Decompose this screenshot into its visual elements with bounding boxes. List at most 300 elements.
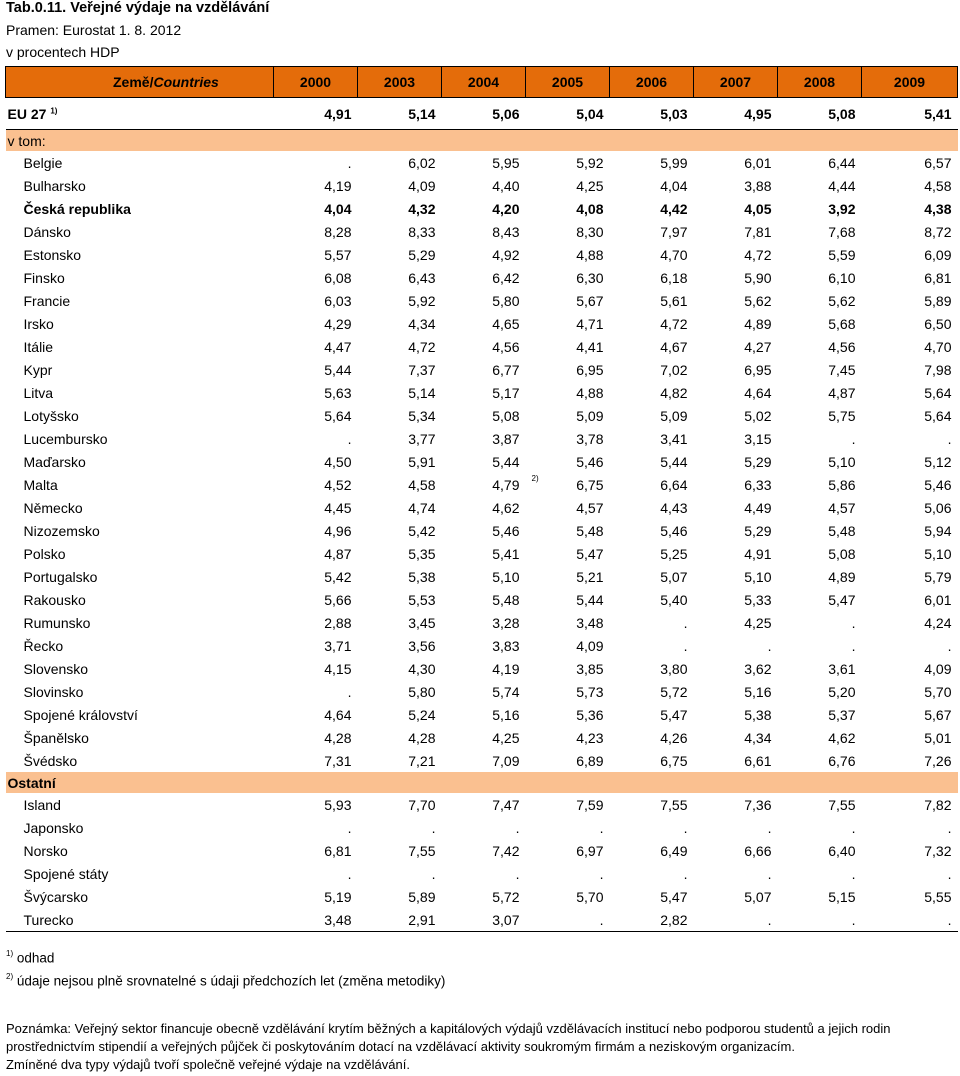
value-cell: 4,15: [324, 660, 352, 677]
value-cell: 7,97: [660, 223, 688, 240]
value-cell: .: [767, 865, 772, 882]
footnote-mark: 1): [6, 949, 14, 958]
country-name: [6, 703, 274, 726]
country-name: [6, 816, 274, 839]
expenditure-table: [5, 66, 958, 932]
value-cell: 7,68: [828, 223, 856, 240]
value-cell: 5,80: [492, 292, 520, 309]
value-cell: 5,62: [744, 292, 772, 309]
value-cell: 5,47: [660, 706, 688, 723]
value-cell: 5,57: [324, 246, 352, 263]
value-cell: 6,02: [408, 154, 436, 171]
table-row: [6, 839, 958, 862]
value-cell: 4,25: [744, 614, 772, 631]
value-cell: 5,33: [744, 591, 772, 608]
value-cell: 4,64: [324, 706, 352, 723]
value-cell: .: [947, 637, 952, 654]
value-cell: .: [347, 865, 352, 882]
value-cell: 4,62: [492, 499, 520, 516]
value-cell: .: [683, 637, 688, 654]
table-row: [6, 657, 958, 680]
value-cell: 4,40: [492, 177, 520, 194]
country-name: [6, 611, 274, 634]
value-cell: 6,66: [744, 842, 772, 859]
value-cell: 5,07: [744, 888, 772, 905]
value-cell: .: [947, 430, 952, 447]
value-cell: 7,55: [408, 842, 436, 859]
country-name: [6, 404, 274, 427]
value-cell: 5,47: [660, 888, 688, 905]
value-cell: 3,85: [576, 660, 604, 677]
table-row: [6, 174, 958, 197]
value-cell: 5,67: [576, 292, 604, 309]
value-cell: 6,09: [924, 246, 952, 263]
value-cell: 3,88: [744, 177, 772, 194]
year-header: 2008: [778, 67, 862, 98]
value-cell: 6,33: [744, 476, 772, 493]
country-name: [6, 542, 274, 565]
value-cell: 6,03: [324, 292, 352, 309]
countries-header-en: Countries: [153, 74, 219, 90]
table-row: [6, 611, 958, 634]
value-cell: 5,29: [408, 246, 436, 263]
section-label: v tom:: [6, 130, 958, 152]
country-label: Slovinsko: [23, 683, 84, 700]
table-row: [6, 749, 958, 772]
table-row: [6, 634, 958, 657]
value-cell: 7,81: [744, 223, 772, 240]
value-cell: 5,04: [526, 98, 610, 130]
value-cell: 4,09: [924, 660, 952, 677]
value-cell: 5,48: [492, 591, 520, 608]
value-cell: 6,81: [324, 842, 352, 859]
value-cell: 7,82: [924, 796, 952, 813]
country-label: Slovensko: [23, 660, 89, 677]
year-header: 2000: [274, 67, 358, 98]
value-cell: 5,14: [408, 384, 436, 401]
value-cell: 4,70: [660, 246, 688, 263]
value-cell: 5,46: [660, 522, 688, 539]
value-cell: 6,30: [576, 269, 604, 286]
value-cell: 4,32: [408, 200, 436, 217]
value-cell: 5,44: [324, 361, 352, 378]
value-cell: 4,58: [924, 177, 952, 194]
value-cell: 6,01: [924, 591, 952, 608]
value-cell: 5,10: [744, 568, 772, 585]
country-label: Litva: [23, 384, 54, 401]
value-cell: 5,61: [660, 292, 688, 309]
country-label: Portugalsko: [23, 568, 98, 585]
value-cell: 5,70: [924, 683, 952, 700]
value-cell: 7,45: [828, 361, 856, 378]
table-row: [6, 542, 958, 565]
country-name: [6, 427, 274, 450]
footnote-1: [6, 950, 54, 966]
table-row: [6, 450, 958, 473]
value-cell: 7,55: [828, 796, 856, 813]
country-name: [6, 473, 274, 496]
value-cell: 5,48: [828, 522, 856, 539]
value-cell: 4,89: [744, 315, 772, 332]
value-cell: 5,91: [408, 453, 436, 470]
value-cell: 5,14: [358, 98, 442, 130]
value-cell: 3,07: [442, 908, 526, 932]
value-cell: 5,80: [408, 683, 436, 700]
value-cell: 6,42: [492, 269, 520, 286]
value-cell: 8,33: [408, 223, 436, 240]
value-cell: 5,75: [828, 407, 856, 424]
year-header: 2003: [358, 67, 442, 98]
value-cell: 5,15: [828, 888, 856, 905]
value-cell: 5,17: [492, 384, 520, 401]
footnote-text: údaje nejsou plně srovnatelné s údaji předchozích let (změna metodiky): [16, 973, 446, 989]
value-cell: 4,50: [324, 453, 352, 470]
other-section-row: [6, 772, 958, 793]
value-cell: 6,43: [408, 269, 436, 286]
value-cell: 5,92: [408, 292, 436, 309]
value-cell: 5,46: [576, 453, 604, 470]
table-row: [6, 680, 958, 703]
value-cell: 6,01: [744, 154, 772, 171]
value-cell: .: [767, 637, 772, 654]
table-row: [6, 565, 958, 588]
value-cell: 5,79: [924, 568, 952, 585]
value-cell: 8,43: [492, 223, 520, 240]
value-cell: .: [347, 819, 352, 836]
value-cell: 4,09: [408, 177, 436, 194]
value-cell: 5,53: [408, 591, 436, 608]
value-cell: 5,10: [924, 545, 952, 562]
value-cell: 2,82: [610, 908, 694, 932]
value-cell: 7,02: [660, 361, 688, 378]
value-cell: 5,95: [492, 154, 520, 171]
value-cell: 2,88: [324, 614, 352, 631]
value-cell: 4,91: [744, 545, 772, 562]
value-cell: .: [947, 865, 952, 882]
countries-header-cz: Země/: [113, 74, 154, 90]
value-cell: 6,18: [660, 269, 688, 286]
value-cell: 6,57: [924, 154, 952, 171]
value-cell: 7,59: [576, 796, 604, 813]
value-cell: 5,44: [660, 453, 688, 470]
value-cell: 3,15: [744, 430, 772, 447]
value-cell: 4,25: [492, 729, 520, 746]
value-cell: 5,38: [744, 706, 772, 723]
value-cell: 4,52: [324, 476, 352, 493]
country-label: Řecko: [23, 637, 64, 654]
value-cell: 5,02: [744, 407, 772, 424]
country-name: [6, 381, 274, 404]
value-cell: 5,89: [924, 292, 952, 309]
country-label: Estonsko: [23, 246, 82, 263]
country-name: [6, 243, 274, 266]
table-row: [6, 726, 958, 749]
value-cell: 5,38: [408, 568, 436, 585]
value-cell: 4,42: [660, 200, 688, 217]
value-cell: 6,10: [828, 269, 856, 286]
value-cell: 5,34: [408, 407, 436, 424]
table-row: [6, 381, 958, 404]
country-name: [6, 519, 274, 542]
value-cell: 6,40: [828, 842, 856, 859]
value-cell: 5,89: [408, 888, 436, 905]
country-label: Spojené státy: [23, 865, 109, 882]
value-cell: 4,88: [576, 384, 604, 401]
value-cell: 4,05: [744, 200, 772, 217]
country-label: Finsko: [23, 269, 65, 286]
value-cell: 5,93: [324, 796, 352, 813]
value-cell: 5,29: [744, 522, 772, 539]
country-label: Nizozemsko: [23, 522, 100, 539]
value-cell: 5,09: [660, 407, 688, 424]
country-name: [6, 634, 274, 657]
value-cell: .: [515, 819, 520, 836]
value-cell: 3,62: [744, 660, 772, 677]
table-row: [6, 266, 958, 289]
value-cell: 6,76: [828, 752, 856, 769]
value-cell: 6,81: [924, 269, 952, 286]
value-cell: 5,12: [924, 453, 952, 470]
value-cell: 3,28: [492, 614, 520, 631]
table-title: Tab.0.11. Veřejné výdaje na vzdělávání: [6, 0, 270, 16]
value-cell: 4,56: [828, 338, 856, 355]
value-cell: 4,91: [274, 98, 358, 130]
unit-line: v procentech HDP: [6, 44, 120, 60]
value-cell: 4,72: [408, 338, 436, 355]
value-cell: 4,43: [660, 499, 688, 516]
value-cell: 7,47: [492, 796, 520, 813]
value-cell: 6,77: [492, 361, 520, 378]
value-cell: 3,71: [324, 637, 352, 654]
value-cell: 7,36: [744, 796, 772, 813]
country-name: [6, 496, 274, 519]
value-cell: 4,27: [744, 338, 772, 355]
value-cell: 6,75: [660, 752, 688, 769]
value-cell: .: [778, 908, 862, 932]
value-cell: 5,66: [324, 591, 352, 608]
value-cell: .: [851, 637, 856, 654]
country-label: Spojené království: [23, 706, 138, 723]
footnote-text: odhad: [16, 950, 55, 966]
footnote-2: [6, 973, 445, 989]
value-cell: 4,29: [324, 315, 352, 332]
value-cell: 4,96: [324, 522, 352, 539]
table-row: [6, 289, 958, 312]
country-label: Francie: [23, 292, 71, 309]
year-header: 2007: [694, 67, 778, 98]
country-name: [6, 793, 274, 816]
table-row: [6, 588, 958, 611]
value-cell: .: [862, 908, 958, 932]
value-cell: 4,09: [576, 637, 604, 654]
country-label: Švýcarsko: [23, 888, 89, 905]
value-cell: 5,09: [576, 407, 604, 424]
value-cell: 4,57: [828, 499, 856, 516]
country-name: [6, 565, 274, 588]
eu-row: [6, 98, 958, 130]
value-cell: .: [694, 908, 778, 932]
note-paragraph: [6, 1020, 954, 1074]
value-cell: 5,44: [492, 453, 520, 470]
country-label: Dánsko: [23, 223, 71, 240]
value-cell: .: [431, 865, 436, 882]
value-cell: 4,47: [324, 338, 352, 355]
value-cell: 7,26: [924, 752, 952, 769]
country-name: [6, 289, 274, 312]
value-cell: 4,20: [492, 200, 520, 217]
value-cell: 5,41: [492, 545, 520, 562]
table-row: [6, 220, 958, 243]
value-cell: 5,72: [660, 683, 688, 700]
value-cell: 5,64: [924, 384, 952, 401]
value-cell: 5,42: [324, 568, 352, 585]
value-cell: 3,87: [492, 430, 520, 447]
cell-footnote-mark: 2): [531, 474, 539, 483]
country-name: [6, 726, 274, 749]
value-cell: 4,56: [492, 338, 520, 355]
section-row: [6, 130, 958, 152]
value-cell: 4,67: [660, 338, 688, 355]
value-cell: .: [431, 819, 436, 836]
value-cell: 4,26: [660, 729, 688, 746]
value-cell: 3,77: [408, 430, 436, 447]
other-section-label: Ostatní: [6, 772, 958, 793]
country-label: Itálie: [23, 338, 54, 355]
value-cell: .: [347, 683, 352, 700]
value-cell: 3,45: [408, 614, 436, 631]
value-cell: 5,10: [828, 453, 856, 470]
value-cell: 6,49: [660, 842, 688, 859]
value-cell: 6,97: [576, 842, 604, 859]
value-cell: 3,78: [576, 430, 604, 447]
country-label: Německo: [23, 499, 83, 516]
table-body: [6, 98, 958, 932]
value-cell: 7,21: [408, 752, 436, 769]
value-cell: 6,64: [660, 476, 688, 493]
value-cell: 5,92: [576, 154, 604, 171]
country-label: Česká republika: [23, 200, 131, 217]
value-cell: 4,38: [924, 200, 952, 217]
value-cell: 4,70: [924, 338, 952, 355]
header-row: [6, 67, 958, 98]
country-name: [6, 908, 274, 932]
country-name: [6, 749, 274, 772]
value-cell: 5,03: [610, 98, 694, 130]
table-row: [6, 496, 958, 519]
value-cell: 8,72: [924, 223, 952, 240]
eu-footnote-mark: 1): [50, 105, 58, 115]
value-cell: 5,68: [828, 315, 856, 332]
value-cell: 5,08: [778, 98, 862, 130]
value-cell: 4,65: [492, 315, 520, 332]
value-cell: 5,59: [828, 246, 856, 263]
value-cell: 3,80: [660, 660, 688, 677]
year-header: 2004: [442, 67, 526, 98]
value-cell: 5,42: [408, 522, 436, 539]
country-label: Lotyšsko: [23, 407, 79, 424]
value-cell: .: [683, 865, 688, 882]
value-cell: 6,95: [576, 361, 604, 378]
value-cell: .: [683, 819, 688, 836]
table-row: [6, 793, 958, 816]
value-cell: 7,37: [408, 361, 436, 378]
value-cell: 5,06: [924, 499, 952, 516]
value-cell: 5,90: [744, 269, 772, 286]
table-row: [6, 885, 958, 908]
value-cell: 5,21: [576, 568, 604, 585]
value-cell: 4,34: [744, 729, 772, 746]
value-cell: .: [526, 908, 610, 932]
value-cell: 4,79: [492, 476, 520, 493]
value-cell: .: [851, 430, 856, 447]
country-label: Rakousko: [23, 591, 86, 608]
value-cell: .: [599, 819, 604, 836]
value-cell: 5,35: [408, 545, 436, 562]
value-cell: 4,45: [324, 499, 352, 516]
value-cell: 5,46: [924, 476, 952, 493]
country-label: Norsko: [23, 842, 68, 859]
value-cell: 4,82: [660, 384, 688, 401]
country-label: Lucembursko: [23, 430, 108, 447]
table-row: [6, 519, 958, 542]
value-cell: 7,31: [324, 752, 352, 769]
value-cell: 5,70: [576, 888, 604, 905]
value-cell: .: [515, 865, 520, 882]
value-cell: 5,72: [492, 888, 520, 905]
value-cell: 3,48: [576, 614, 604, 631]
value-cell: 5,48: [576, 522, 604, 539]
value-cell: 4,30: [408, 660, 436, 677]
country-name: [6, 450, 274, 473]
value-cell: .: [683, 614, 688, 631]
value-cell: 7,42: [492, 842, 520, 859]
value-cell: .: [851, 865, 856, 882]
value-cell: .: [851, 614, 856, 631]
value-cell: 5,29: [744, 453, 772, 470]
value-cell: 4,04: [660, 177, 688, 194]
value-cell: 5,63: [324, 384, 352, 401]
value-cell: 5,25: [660, 545, 688, 562]
value-cell: 4,49: [744, 499, 772, 516]
country-name: [6, 680, 274, 703]
country-label: Švédsko: [23, 752, 78, 769]
table-row: [6, 243, 958, 266]
value-cell: 5,16: [744, 683, 772, 700]
value-cell: 4,92: [492, 246, 520, 263]
country-name: [6, 197, 274, 220]
table-row: [6, 358, 958, 381]
value-cell: .: [599, 865, 604, 882]
eu-label: EU 27: [7, 105, 47, 122]
country-label: Polsko: [23, 545, 66, 562]
value-cell: 4,62: [828, 729, 856, 746]
note-line: Poznámka: Veřejný sektor financuje obecně vzdělávání krytím běžných a kapitálových výdajů vzdělávacích institucí nebo podporou studentů a jejich rodin prostřednictvím stipendií a veřejných půjček či poskytováním dotací na vzdělávací aktivity soukromým firmám a neziskovým organizacím.: [6, 1021, 891, 1054]
value-cell: 4,64: [744, 384, 772, 401]
value-cell: 8,28: [324, 223, 352, 240]
table-row: [6, 816, 958, 839]
value-cell: 5,24: [408, 706, 436, 723]
value-cell: 5,10: [492, 568, 520, 585]
value-cell: 5,94: [924, 522, 952, 539]
value-cell: 6,61: [744, 752, 772, 769]
value-cell: 5,67: [924, 706, 952, 723]
value-cell: .: [347, 154, 352, 171]
value-cell: 4,28: [324, 729, 352, 746]
value-cell: 4,74: [408, 499, 436, 516]
value-cell: 5,47: [828, 591, 856, 608]
value-cell: 3,48: [274, 908, 358, 932]
country-label: Malta: [23, 476, 58, 493]
